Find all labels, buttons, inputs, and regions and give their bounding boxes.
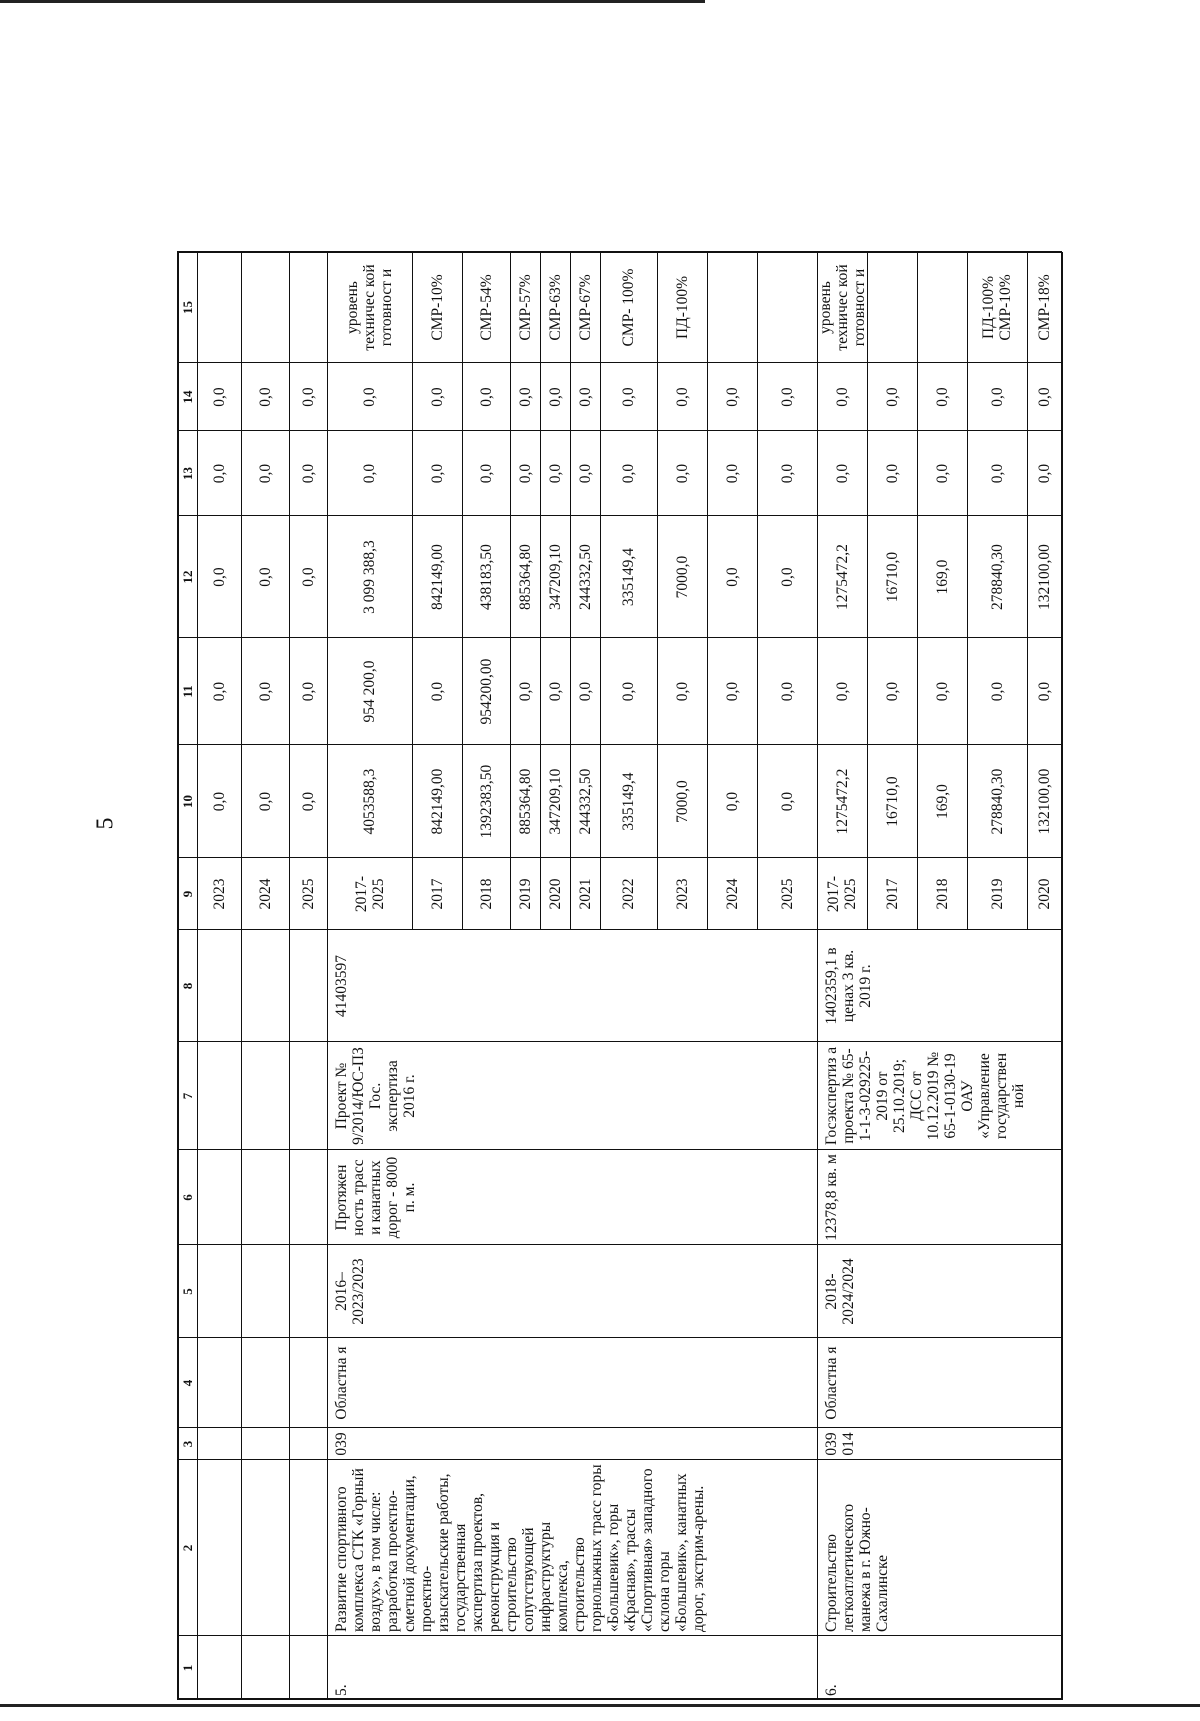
table-cell-col-12: 438183,50: [477, 544, 495, 610]
table-cell-col-14: 0,0: [1036, 387, 1053, 407]
table-cell-col-10: 842149,00: [428, 768, 446, 835]
column-header-1: 1: [179, 1664, 195, 1672]
table-cell-col-15: [197, 252, 241, 363]
bottom-border-line: [0, 1704, 1200, 1707]
table-cell-col-12: 885364,80: [516, 544, 534, 610]
table-cell-col-11: 0,0: [516, 681, 534, 702]
table-cell-col-11: 0,0: [299, 681, 317, 702]
table-cell-col-9: 2022: [620, 878, 637, 910]
table-cell-col-12: 278840,30: [988, 544, 1006, 610]
table-cell-col-12: 169,0: [933, 559, 951, 595]
item5-period: 2016– 2023/2023: [333, 1258, 367, 1325]
page-number: 5: [92, 817, 119, 830]
table-cell-col-15: [917, 252, 967, 363]
table-cell-col-11: 0,0: [883, 681, 901, 702]
column-header-7: 7: [179, 1092, 195, 1100]
table-cell-col-12: 244332,50: [576, 544, 594, 610]
top-border-line: [0, 0, 705, 3]
table-cell-col-15: СМР-67%: [576, 274, 594, 341]
item6-name: Строительство легкоатлетического манежа в г. Южно-Сахалинске: [823, 1503, 891, 1632]
table-cell-col-9: 2018: [477, 878, 495, 910]
column-header-12: 12: [179, 570, 195, 584]
table-cell-col-10: 0,0: [299, 791, 317, 812]
table-cell-col-15: [707, 252, 757, 363]
table-cell-col-9: 2018: [933, 878, 951, 910]
column-header-4: 4: [179, 1379, 195, 1387]
table-cell-col-12: 132100,00: [1036, 544, 1053, 610]
table-cell-col-15: ПД-100%: [673, 275, 691, 340]
table-cell-col-11: 0,0: [673, 681, 691, 702]
table-cell-col-12: 347209,10: [546, 544, 564, 610]
table-cell-col-9: 2017: [883, 878, 901, 910]
table-cell-col-11: 954 200,0: [361, 660, 378, 723]
table-cell-col-9: 2017-2025: [825, 875, 859, 913]
table-cell-col-13: 0,0: [210, 463, 228, 484]
table-cell-col-13: 0,0: [546, 463, 564, 484]
table-cell-col-14: 0,0: [546, 387, 564, 407]
table-cell-col-13: 0,0: [883, 463, 901, 484]
table-grid-line: [289, 930, 290, 1700]
table-cell-col-11: 0,0: [723, 681, 741, 702]
table-cell-col-10: 7000,0: [673, 780, 691, 823]
table-cell-col-10: 0,0: [778, 791, 796, 812]
table-cell-col-14: 0,0: [723, 387, 741, 407]
table-cell-col-12: 842149,00: [428, 544, 446, 610]
table-cell-col-15: ПД-100% СМР-10%: [980, 274, 1014, 341]
table-cell-col-11: 0,0: [620, 681, 637, 702]
table-cell-col-15: СМР-54%: [477, 274, 495, 341]
table-cell-col-10: 132100,00: [1036, 768, 1053, 835]
column-header-8: 8: [179, 982, 195, 990]
table-cell-col-12: 1275472,2: [833, 544, 851, 610]
column-header-13: 13: [179, 467, 195, 480]
table-cell-col-14: 0,0: [988, 387, 1006, 407]
table-cell-col-13: 0,0: [477, 463, 495, 484]
item5-level: Областна я: [333, 1346, 350, 1420]
table-cell-col-10: 1275472,2: [833, 768, 851, 835]
table-cell-col-13: 0,0: [673, 463, 691, 484]
table-grid-line: [241, 930, 242, 1700]
table-cell-col-15: уровень техничес кой готовност и: [344, 264, 395, 351]
table-cell-col-13: 0,0: [516, 463, 534, 484]
item5-capacity: Протяжен ность трасс и канатных дорог - 8000 п. м.: [333, 1156, 418, 1239]
table-cell-col-12: 0,0: [778, 567, 796, 587]
table-cell-col-10: 347209,10: [546, 768, 564, 835]
table-cell-col-10: 885364,80: [516, 768, 534, 835]
table-cell-col-12: 335149,4: [620, 547, 637, 607]
table-cell-col-15: [241, 252, 289, 363]
table-cell-col-9: 2019: [988, 878, 1006, 910]
table-cell-col-15: СМР- 100%: [620, 268, 637, 347]
table-cell-col-14: 0,0: [778, 387, 796, 407]
table-cell-col-14: 0,0: [516, 387, 534, 407]
table-cell-col-9: 2021: [576, 878, 594, 910]
table-cell-col-11: 0,0: [256, 681, 274, 702]
table-cell-col-15: СМР-18%: [1036, 274, 1053, 341]
table-cell-col-15: [289, 252, 327, 363]
table-cell-col-10: 278840,30: [988, 768, 1006, 835]
table-cell-col-9: 2020: [1036, 878, 1053, 910]
table-cell-col-9: 2024: [256, 878, 274, 910]
table-cell-col-11: 0,0: [1036, 681, 1053, 702]
table-cell-col-13: 0,0: [361, 463, 378, 484]
table-cell-col-9: 2017: [428, 878, 446, 910]
item5-name: Развитие спортивного комплекса СТК «Горный воздух», в том числе: разработка проектно-сметной документации, проектно-изыскательские работы, государственная экспертиза проектов, реконструкция и строительство сопутствующей инфраструктуры комплекса, строительство горнолыжных трасс горы «Большевик», горы «Красная», трассы «Спортивная» западного склона горы «Большевик», канатных дорог, экстрим-арены.: [333, 1464, 707, 1632]
column-header-10: 10: [179, 795, 195, 808]
item5-code: 039: [333, 1432, 350, 1456]
table-cell-col-11: 0,0: [933, 681, 951, 702]
item6-code: 039 014: [823, 1432, 857, 1456]
table-cell-col-14: 0,0: [299, 387, 317, 407]
column-header-5: 5: [179, 1288, 195, 1295]
table-cell-col-9: 2025: [299, 878, 317, 910]
column-header-3: 3: [179, 1440, 195, 1448]
item6-capacity: 12378,8 кв. м: [823, 1154, 840, 1241]
table-cell-col-9: 2020: [546, 878, 564, 910]
table-cell-col-12: 0,0: [256, 567, 274, 587]
column-header-11: 11: [179, 685, 195, 698]
table-cell-col-12: 0,0: [723, 567, 741, 587]
column-header-2: 2: [179, 1544, 195, 1552]
item6-doc: Госэкспертиз а проекта № 65-1-1-3-029225-2019 от 25.10.2019; ДСС от 10.12.2019 № 65-1-0130-19 ОАУ «Управление государствен ной: [823, 1046, 1027, 1146]
table-cell-col-9: 2024: [723, 878, 741, 910]
table-cell-col-10: 0,0: [210, 791, 228, 812]
column-header-14: 14: [179, 390, 195, 404]
table-cell-col-12: 16710,0: [883, 551, 901, 603]
table-cell-col-11: 0,0: [576, 681, 594, 702]
table-cell-col-15: СМР-57%: [516, 274, 534, 341]
table-cell-col-14: 0,0: [477, 387, 495, 407]
table-cell-col-10: 244332,50: [576, 768, 594, 835]
table-cell-col-14: 0,0: [673, 387, 691, 407]
item6-num: 6.: [823, 1684, 840, 1696]
table-grid-line: [1062, 252, 1063, 930]
table-cell-col-12: 0,0: [299, 567, 317, 587]
table-cell-col-14: 0,0: [883, 387, 901, 407]
table-cell-col-11: 0,0: [210, 681, 228, 702]
item6-level: Областна я: [823, 1346, 840, 1420]
item6-cost: 1402359,1 в ценах 3 кв. 2019 г.: [823, 947, 874, 1025]
table-cell-col-13: 0,0: [833, 463, 851, 484]
table-cell-col-13: 0,0: [299, 463, 317, 484]
table-cell-col-15: СМР-63%: [546, 274, 564, 341]
column-header-15: 15: [179, 301, 195, 314]
table-cell-col-15: СМР-10%: [428, 274, 446, 341]
column-header-9: 9: [179, 890, 195, 898]
table-cell-col-9: 2025: [778, 878, 796, 910]
table-cell-col-14: 0,0: [933, 387, 951, 407]
table-cell-col-9: 2023: [210, 878, 228, 910]
table-cell-col-11: 0,0: [988, 681, 1006, 702]
item5-num: 5.: [333, 1684, 350, 1696]
table-cell-col-11: 0,0: [778, 681, 796, 702]
table-cell-col-11: 0,0: [546, 681, 564, 702]
table-cell-col-9: 2019: [516, 878, 534, 910]
item5-doc: Проект № 9/2014/ЮС-ПЗ Гос. экспертиза 2016 г.: [333, 1047, 418, 1145]
table-cell-col-11: 0,0: [833, 681, 851, 702]
table-cell-col-10: 4053588,3: [361, 768, 378, 835]
table-cell-col-14: 0,0: [620, 387, 637, 407]
table-cell-col-10: 169,0: [933, 784, 951, 819]
table-cell-col-13: 0,0: [576, 463, 594, 484]
table-cell-col-13: 0,0: [428, 463, 446, 484]
table-cell-col-10: 16710,0: [883, 776, 901, 827]
table-cell-col-15: уровень техничес кой готовност и: [817, 264, 867, 351]
table-cell-col-10: 1392383,50: [477, 764, 495, 839]
table-cell-col-13: 0,0: [723, 463, 741, 484]
table-cell-col-9: 2023: [673, 878, 691, 910]
table-cell-col-15: [757, 252, 817, 363]
item6-period: 2018- 2024/2024: [823, 1258, 857, 1325]
table-cell-col-13: 0,0: [988, 463, 1006, 484]
table-cell-col-12: 3 099 388,3: [361, 540, 378, 614]
table-cell-col-14: 0,0: [428, 387, 446, 407]
column-header-6: 6: [179, 1194, 195, 1201]
table-cell-col-10: 335149,4: [620, 772, 637, 831]
table-cell-col-9: 2017-2025: [352, 875, 387, 913]
table-cell-col-11: 0,0: [428, 681, 446, 702]
table-cell-col-11: 954200,00: [477, 658, 495, 725]
table-cell-col-14: 0,0: [576, 387, 594, 407]
table-cell-col-13: 0,0: [256, 463, 274, 484]
table-cell-col-10: 0,0: [256, 791, 274, 812]
table-cell-col-12: 0,0: [210, 567, 228, 587]
investment-table: [177, 40, 1200, 1700]
table-cell-col-14: 0,0: [210, 387, 228, 407]
table-cell-col-13: 0,0: [1036, 463, 1053, 484]
table-cell-col-13: 0,0: [778, 463, 796, 484]
table-cell-col-13: 0,0: [620, 463, 637, 484]
table-cell-col-13: 0,0: [933, 463, 951, 484]
table-cell-col-14: 0,0: [833, 387, 851, 407]
table-cell-col-14: 0,0: [256, 387, 274, 407]
table-cell-col-10: 0,0: [723, 791, 741, 812]
table-cell-col-14: 0,0: [361, 387, 378, 407]
item5-cost: 41403597: [333, 955, 350, 1017]
table-cell-col-15: [867, 252, 917, 363]
table-cell-col-12: 7000,0: [673, 555, 691, 599]
